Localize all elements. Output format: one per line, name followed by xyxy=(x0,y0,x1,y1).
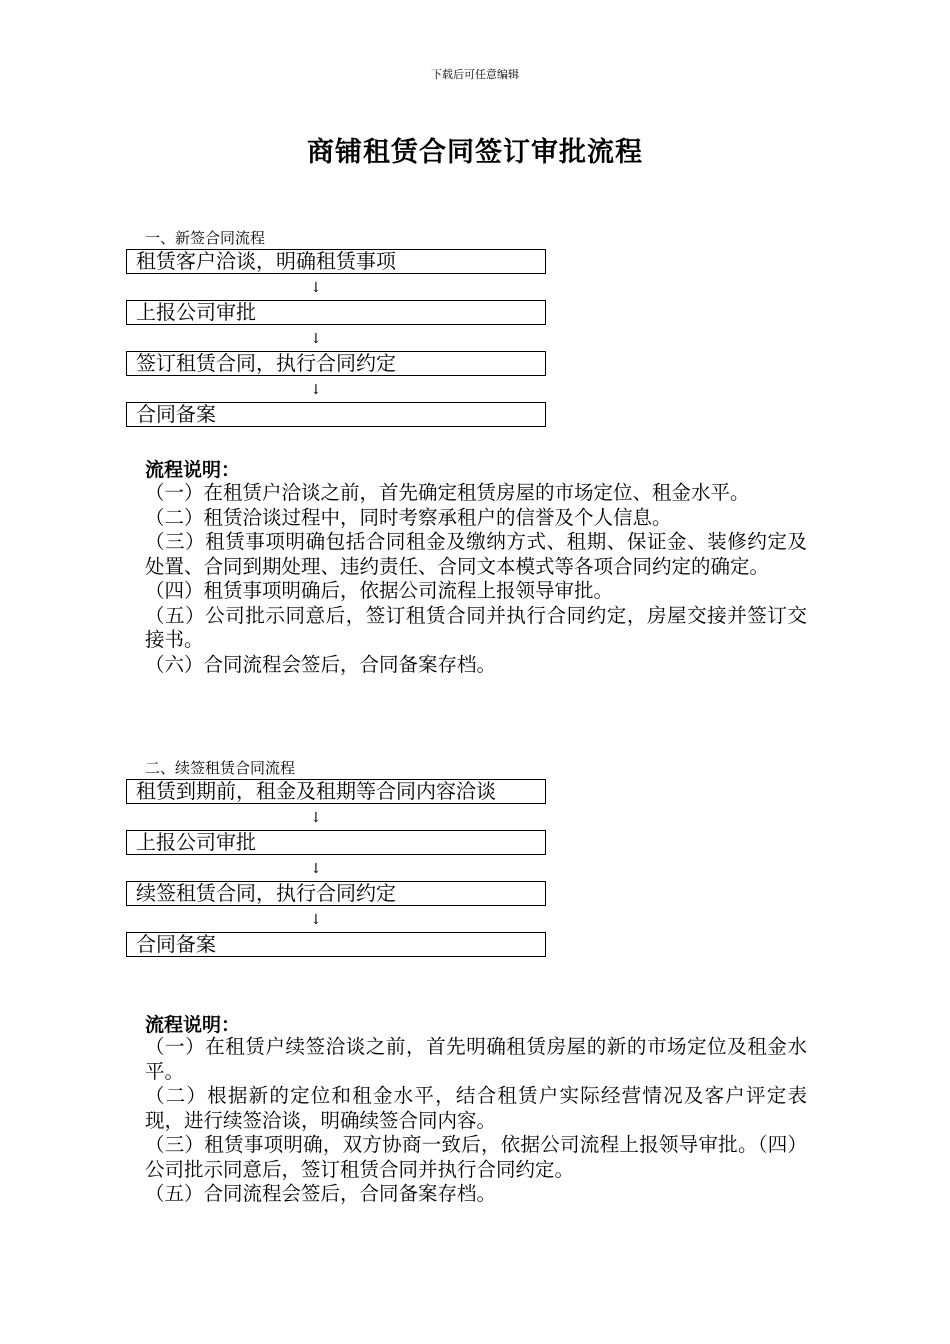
section-1-arrow-1: ↓ xyxy=(310,280,322,296)
section-2-notes xyxy=(145,1035,807,1207)
section-1-notes xyxy=(145,481,807,677)
section-2-note-2: （二）根据新的定位和租金水平，结合租赁户实际经营情况及客户评定表现，进行续签洽谈，明确续签合同内容。 xyxy=(145,1084,807,1132)
section-2-note-3: （三）租赁事项明确，双方协商一致后，依据公司流程上报领导审批。（四）公司批示同意后，签订租赁合同并执行合同约定。 xyxy=(145,1133,807,1181)
section-1-step-2: 上报公司审批 xyxy=(126,300,546,325)
section-2-note-1: （一）在租赁户续签洽谈之前，首先明确租赁房屋的新的市场定位及租金水平。 xyxy=(145,1035,807,1083)
section-1-step-3: 签订租赁合同，执行合同约定 xyxy=(126,351,546,376)
section-2-note-4: （五）合同流程会签后，合同备案存档。 xyxy=(145,1182,497,1205)
section-1-heading: 一、新签合同流程 xyxy=(145,229,266,247)
section-1-step-1: 租赁客户洽谈，明确租赁事项 xyxy=(126,249,546,274)
section-2-arrow-2: ↓ xyxy=(310,861,322,877)
section-1-notes-title: 流程说明： xyxy=(145,459,241,481)
section-1-arrow-2: ↓ xyxy=(310,331,322,347)
section-2-notes-title: 流程说明： xyxy=(145,1014,241,1036)
section-2-step-3: 续签租赁合同，执行合同约定 xyxy=(126,881,546,906)
section-1-note-6: （六）合同流程会签后，合同备案存档。 xyxy=(145,652,497,676)
section-2-step-4: 合同备案 xyxy=(126,932,546,957)
section-1-note-3: （三）租赁事项明确包括合同租金及缴纳方式、租期、保证金、装修约定及处置、合同到期处理、违约责任、合同文本模式等各项合同约定的确定。 xyxy=(145,530,807,578)
section-2-step-2: 上报公司审批 xyxy=(126,830,546,855)
section-2-heading: 二、续签租赁合同流程 xyxy=(145,759,296,777)
section-2-arrow-3: ↓ xyxy=(310,912,322,928)
section-1-note-1: （一）在租赁户洽谈之前，首先确定租赁房屋的市场定位、租金水平。 xyxy=(145,481,750,504)
section-1-note-5: （五）公司批示同意后，签订租赁合同并执行合同约定，房屋交接并签订交接书。 xyxy=(145,603,807,651)
section-2-arrow-1: ↓ xyxy=(310,810,322,826)
section-2-step-1: 租赁到期前，租金及租期等合同内容洽谈 xyxy=(126,779,546,804)
document-title: 商铺租赁合同签订审批流程 xyxy=(307,137,643,168)
section-1-arrow-3: ↓ xyxy=(310,382,322,398)
section-1-note-4: （四）租赁事项明确后，依据公司流程上报领导审批。 xyxy=(145,579,614,602)
header-note: 下载后可任意编辑 xyxy=(431,68,519,81)
section-1-step-4: 合同备案 xyxy=(126,402,546,427)
section-1-note-2: （二）租赁洽谈过程中，同时考察承租户的信誉及个人信息。 xyxy=(145,505,672,529)
